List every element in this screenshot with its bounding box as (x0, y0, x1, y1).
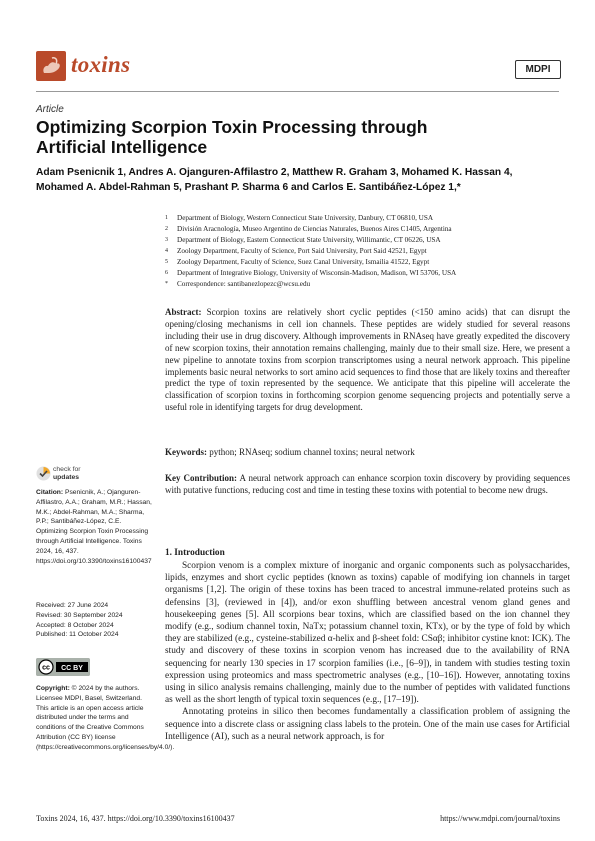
accepted-date: Accepted: 8 October 2024 (36, 621, 114, 629)
key-contribution-label: Key Contribution: (165, 473, 237, 483)
keywords-label: Keywords: (165, 447, 207, 457)
check-for-updates-label: check for updates (53, 466, 81, 481)
abstract-text: Scorpion toxins are relatively short cyclic peptides (<150 amino acids) that can disrupt the opening/closing mechanisms in cell ion channels. These peptides are widely studied for several reasons including their use in drug discovery. Although improvements in RNAseq have greatly expedited the discovery of new scorpion toxins, their annotation remains challenging, mainly due to their small size. Here, we present a new pipeline to annotate toxins from scorpion transcriptomes using a neural network approach. This pipeline implements basic neural networks to sort amino acid sequences to find those that are likely toxins and thereafter predict the type of toxin represented by the sequence. We anticipate that this pipeline will accelerate the classification of scorpion toxins in forthcoming scorpion genome sequencing projects and potentially serve a useful role in identifying targets for drug development. (165, 307, 570, 413)
article-type: Article (36, 104, 64, 115)
cc-label: CC BY (61, 665, 83, 672)
published-date: Published: 11 October 2024 (36, 631, 119, 639)
revised-date: Revised: 30 September 2024 (36, 611, 123, 619)
paragraph: Annotating proteins in silico then becomes fundamentally a classification problem of assigning the sequence into a discrete class or assigning class labels to the protein. One of the main use cases for Artificial Intelligence (AI), such as a neural network approach, is for (165, 707, 570, 742)
copyright-label: Copyright: (36, 685, 70, 692)
key-contribution-text: A neural network approach can enhance scorpion toxin discovery by providing sequences with putative functions, reducing cost and time in testing these toxins with potential to become new drugs. (165, 473, 570, 495)
svg-text:cc: cc (42, 664, 50, 672)
received-date: Received: 27 June 2024 (36, 602, 109, 609)
cc-license-badge[interactable] (36, 658, 90, 676)
keywords-text: python; RNAseq; sodium channel toxins; neural network (209, 447, 415, 457)
author-list (36, 165, 576, 195)
check-for-updates-button[interactable] (36, 466, 51, 486)
footer-citation: Toxins 2024, 16, 437. https://doi.org/10.3390/toxins16100437 (36, 814, 235, 823)
citation (36, 488, 154, 566)
affiliation-item: 6 Department of Integrative Biology, University of Wisconsin-Madison, Madison, WI 53706, USA (165, 269, 457, 277)
correspondence: * Correspondence: santibanezlopezc@wcsu.edu (165, 280, 311, 288)
affiliation-item: 4 Zoology Department, Faculty of Science, Port Said University, Port Said 42521, Egypt (165, 247, 427, 255)
check-updates-icon (36, 466, 51, 481)
paragraph: Scorpion venom is a complex mixture of inorganic and organic components such as polysaccharides, lipids, enzymes and short cyclic peptides (known as toxins) capable of modifying ion channels in target organisms [1,2]. The origin of these toxins has been traced to ancestral immune-related proteins such as defensins [3], (reviewed in [4]), and/or exon shuffling between ancestral venom gland genes and housekeeping genes [5]. All scorpions bear toxins, which are classified based on the ion channel they modify (e.g., sodium channel toxin, NaTx; potassium channel toxin, KTx), or by the type of fold by which they are stabilized (e.g., cysteine-stabilized α-helix and β-sheet fold: CSαβ; inhibitor cystine knot: ICK). The study and discovery of these toxins in scorpion venom has increased due to the availability of RNA sequencing for nearly 130 species in 17 scorpion families (i.e., [6–9]), in tandem with studies testing toxin expression using proteomics and mass spectrometric analyses (e.g., [10–16]). However, annotating toxins using in silico analysis remains challenging, mainly due to the number of peptides with validated functions as well as the short length of typical toxin sequences (e.g., [17–19]). (165, 561, 570, 706)
affiliation-item: 1 Department of Biology, Western Connecticut State University, Danbury, CT 06810, USA (165, 214, 434, 222)
affiliation-item: 2 División Aracnología, Museo Argentino de Ciencias Naturales, Buenos Aires C1405, Argentina (165, 225, 452, 233)
abstract-label: Abstract: (165, 307, 202, 317)
authors-line-1: Adam Psenicnik 1, Andres A. Ojanguren-Affilastro 2, Matthew R. Graham 3, Mohamed K. Hassan 4, (36, 167, 513, 178)
keywords (165, 446, 570, 458)
authors-line-2: Mohamed A. Abdel-Rahman 5, Prashant P. Sharma 6 and Carlos E. Santibáñez-López 1,* (36, 182, 461, 193)
citation-label: Citation: (36, 489, 64, 496)
journal-name: toxins (71, 52, 131, 77)
abstract (165, 307, 570, 414)
article-title: Optimizing Scorpion Toxin Processing through Artificial Intelligence (36, 117, 428, 157)
journal-logo (36, 51, 66, 81)
affiliation-item: 3 Department of Biology, Eastern Connecticut State University, Willimantic, CT 06226, USA (165, 236, 441, 244)
section-heading: 1. Introduction (165, 548, 225, 558)
affiliations (165, 213, 565, 290)
citation-text: Psenicnik, A.; Ojanguren-Affilastro, A.A.; Graham, M.R.; Hassan, M.K.; Abdel-Rahman, M.A.; Sharma, P.P.; Santibáñez-López, C.E. Optimizing Scorpion Toxin Processing through Artificial Intelligence. Toxins 2024, 16, 437. https://doi.org/10.3390/toxins16100437 (36, 489, 152, 565)
publisher-logo: MDPI (515, 60, 561, 79)
header-rule (36, 91, 559, 92)
footer-journal-link[interactable]: https://www.mdpi.com/journal/toxins (440, 814, 560, 823)
copyright (36, 684, 175, 753)
affiliation-item: 5 Zoology Department, Faculty of Science, Suez Canal University, Ismailia 41522, Egypt (165, 258, 430, 266)
key-contribution (165, 472, 570, 496)
dates (36, 601, 154, 640)
copyright-text: © 2024 by the authors. Licensee MDPI, Basel, Switzerland. This article is an open access article distributed under the terms and conditions of the Creative Commons Attribution (CC BY) license (https://creativecommons.org/licenses/by/4.0/). (36, 685, 175, 751)
introduction-body (165, 560, 570, 743)
